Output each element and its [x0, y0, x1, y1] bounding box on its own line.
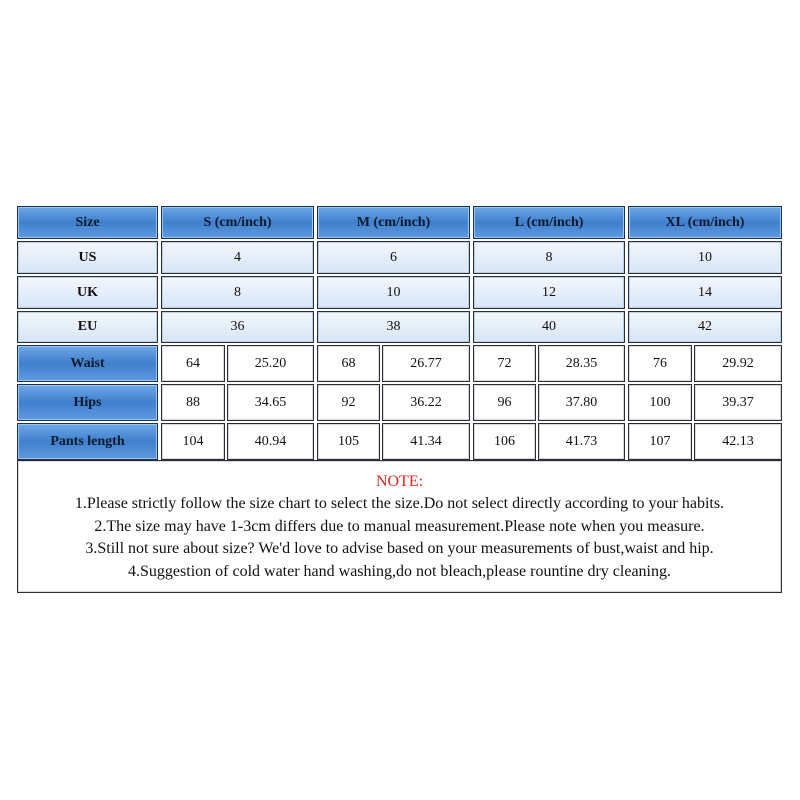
note-line-1: 1.Please strictly follow the size chart to select the size.Do not select directly according to your habits. — [74, 495, 725, 512]
row-label-waist: Waist — [17, 345, 158, 382]
hips-xl-cm: 100 — [628, 384, 692, 421]
note-line-2: 2.The size may have 1-3cm differs due to manual measurement.Please note when you measure. — [94, 517, 705, 535]
pants-xl-inch: 42.13 — [694, 423, 782, 460]
note-line-4: 4.Suggestion of cold water hand washing,do not bleach,please rountine dry cleaning. — [128, 562, 671, 580]
eu-xl: 42 — [628, 311, 782, 343]
header-s: S (cm/inch) — [161, 206, 314, 239]
eu-s: 36 — [161, 311, 314, 343]
pants-l-cm: 106 — [473, 423, 536, 460]
us-m: 6 — [317, 241, 470, 274]
waist-s-inch: 25.20 — [227, 345, 314, 382]
waist-m-inch: 26.77 — [382, 345, 470, 382]
hips-m-cm: 92 — [317, 384, 380, 421]
waist-l-inch: 28.35 — [538, 345, 625, 382]
note-line-3: 3.Still not sure about size? We'd love to advise based on your measurements of bust,waist and hip. — [85, 540, 714, 557]
pants-xl-cm: 107 — [628, 423, 692, 460]
header-size: Size — [17, 206, 158, 239]
uk-l: 12 — [473, 276, 625, 309]
pants-s-cm: 104 — [161, 423, 225, 460]
note-box — [17, 460, 782, 593]
pants-s-inch: 40.94 — [227, 423, 314, 460]
row-label-hips: Hips — [17, 384, 158, 421]
hips-s-inch: 34.65 — [227, 384, 314, 421]
hips-xl-inch: 39.37 — [694, 384, 782, 421]
waist-xl-cm: 76 — [628, 345, 692, 382]
row-label-pants-length: Pants length — [17, 423, 158, 460]
hips-m-inch: 36.22 — [382, 384, 470, 421]
hips-l-cm: 96 — [473, 384, 536, 421]
hips-s-cm: 88 — [161, 384, 225, 421]
uk-xl: 14 — [628, 276, 782, 309]
waist-xl-inch: 29.92 — [694, 345, 782, 382]
eu-m: 38 — [317, 311, 470, 343]
pants-m-cm: 105 — [317, 423, 380, 460]
us-l: 8 — [473, 241, 625, 274]
waist-m-cm: 68 — [317, 345, 380, 382]
header-xl: XL (cm/inch) — [628, 206, 782, 239]
row-label-us: US — [17, 241, 158, 274]
header-l: L (cm/inch) — [473, 206, 625, 239]
uk-m: 10 — [317, 276, 470, 309]
uk-s: 8 — [161, 276, 314, 309]
eu-l: 40 — [473, 311, 625, 343]
header-m: M (cm/inch) — [317, 206, 470, 239]
note-title: NOTE: — [375, 473, 424, 490]
us-xl: 10 — [628, 241, 782, 274]
pants-l-inch: 41.73 — [538, 423, 625, 460]
pants-m-inch: 41.34 — [382, 423, 470, 460]
waist-l-cm: 72 — [473, 345, 536, 382]
waist-s-cm: 64 — [161, 345, 225, 382]
us-s: 4 — [161, 241, 314, 274]
row-label-eu: EU — [17, 311, 158, 343]
row-label-uk: UK — [17, 276, 158, 309]
hips-l-inch: 37.80 — [538, 384, 625, 421]
